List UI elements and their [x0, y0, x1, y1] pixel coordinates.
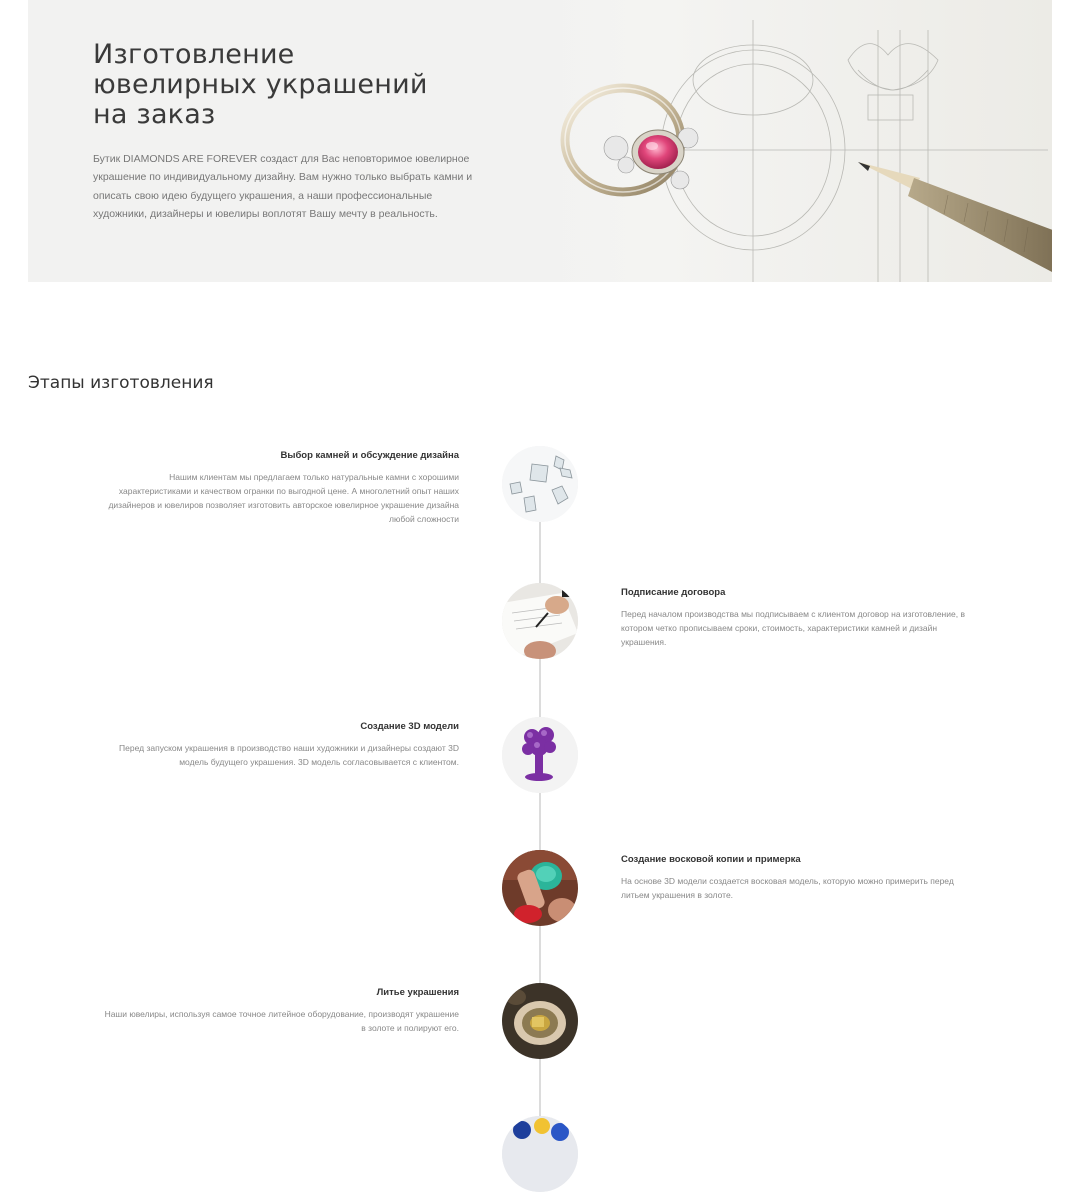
hero-description: Бутик DIAMONDS ARE FOREVER создаст для Вас неповторимое ювелирное украшение по индивидуальному дизайну. Вам нужно только выбрать камни и описать свою идею будущего украшения, а наши профессиональные художники, дизайнеры и ювелиры воплотят Вашу мечту в реальность.: [93, 153, 473, 220]
step-3d-model: [0, 717, 1080, 827]
section-title: Этапы изготовления: [28, 373, 214, 393]
casting-photo: [502, 983, 578, 1059]
step-description: Нашим клиентам мы предлагаем только натуральные камни с хорошими характеристиками и качеством огранки по выгодной цене. А многолетний опыт наших дизайнеров и ювелиров позволяет изготовить авторское ювелирное украшение дизайна любой сложности: [108, 472, 459, 524]
step-casting: [0, 983, 1080, 1093]
diamonds-photo: [502, 446, 578, 522]
step-title: Создание восковой копии и примерка: [621, 854, 801, 865]
step-description: Наши ювелиры, используя самое точное литейное оборудование, производят украшение в золоте и полируют его.: [104, 1009, 459, 1033]
step-description: Перед началом производства мы подписываем с клиентом договор на изготовление, в котором четко прописываем сроки, стоимость, характеристики камней и дизайн украшения.: [621, 609, 965, 647]
step-description: Перед запуском украшения в производство наши художники и дизайнеры создают 3D модель будущего украшения. 3D модель согласовывается с клиентом.: [119, 743, 459, 767]
step-title: Литье украшения: [376, 987, 459, 998]
step-title: Создание 3D модели: [360, 721, 459, 732]
wax-model-photo: [502, 850, 578, 926]
contract-signing-photo: [502, 583, 578, 659]
page-title: Изготовление ювелирных украшений на заказ: [93, 39, 428, 130]
step-stone-selection: [0, 446, 1080, 556]
step-wax-model: [0, 850, 1080, 960]
ring-sketch-image: [528, 0, 1052, 282]
step-description: На основе 3D модели создается восковая модель, которую можно примерить перед литьем украшения в золоте.: [621, 876, 954, 900]
3d-model-photo: [502, 717, 578, 793]
step-title: Выбор камней и обсуждение дизайна: [280, 450, 459, 461]
step-contract: [0, 583, 1080, 693]
step-title: Подписание договора: [621, 587, 726, 598]
gemstones-photo-partial: [502, 1116, 578, 1192]
hero-banner: [28, 0, 1052, 282]
